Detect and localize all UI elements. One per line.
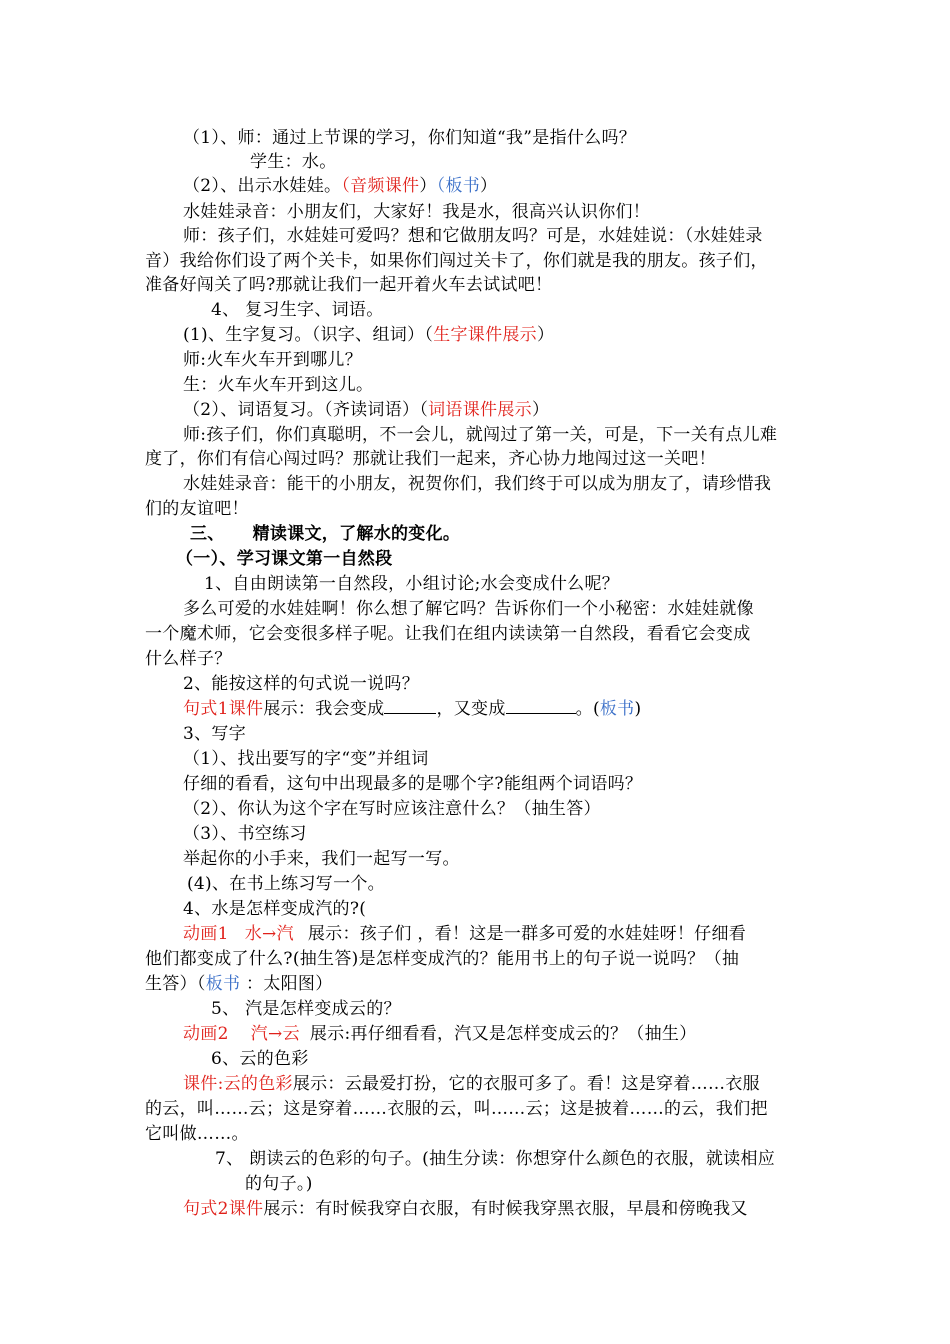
line-9: (1)、生字复习。（识字、组词）（生字课件展示） [183,325,555,345]
line-21: 一个魔术师，它会变很多样子呢。让我们在组内读读第一自然段，看看它会变成 [145,624,751,644]
line-22: 什么样子？ [145,649,232,669]
line-42: 7、 朗读云的色彩的句子。(抽生分读：你想穿什么颜色的衣服，就读相应 [215,1149,776,1169]
line-43: 的句子。) [245,1174,313,1194]
line-24: 句式1课件展示：我会变成 ，又变成 。(板书) [183,699,642,719]
line-16: 们的友谊吧！ [145,499,249,519]
line-37: 动画2 汽→云 展示:再仔细看看，汽又是怎样变成云的？（抽生） [183,1024,697,1044]
line-15: 水娃娃录音：能干的小朋友，祝贺你们，我们终于可以成为朋友了，请珍惜我 [183,474,772,494]
line-25: 3、写字 [183,724,247,744]
line-31: (4)、在书上练习写一个。 [187,874,385,894]
line-8: 4、 复习生字、词语。 [211,300,384,320]
line-20: 多么可爱的水娃娃啊！你么想了解它吗？告诉你们一个小秘密：水娃娃就像 [183,599,754,619]
line-34: 他们都变成了什么?(抽生答)是怎样变成汽的？能用书上的句子说一说吗？（抽 [145,949,740,969]
line-41: 它叫做……。 [145,1124,249,1144]
line-14: 度了，你们有信心闯过吗？那就让我们一起来，齐心协力地闯过这一关吧！ [145,449,716,469]
subsection-heading-1: （一）、学习课文第一自然段 [176,549,393,569]
line-26: （1）、找出要写的字“变”并组词 [183,749,429,769]
line-44: 句式2课件展示：有时候我穿白衣服，有时候我穿黑衣服，早晨和傍晚我又 [183,1199,748,1219]
line-36: 5、 汽是怎样变成云的？ [211,999,401,1019]
line-28: （2）、你认为这个字在写时应该注意什么？（抽生答） [183,799,601,819]
line-10: 师:火车火车开到哪儿？ [183,350,363,370]
line-12: （2）、词语复习。（齐读词语）（词语课件展示） [183,400,550,420]
line-35: 生答）（板书 ：太阳图） [145,974,333,994]
line-39: 课件:云的色彩展示：云最爱打扮，它的衣服可多了。看！这是穿着……衣服 [183,1074,760,1094]
fill-blank-1 [384,697,436,714]
line-29: （3）、书空练习 [183,824,307,844]
line-5: 师：孩子们，水娃娃可爱吗？想和它做朋友吗？可是，水娃娃说：（水娃娃录 [183,226,763,246]
line-7: 准备好闯关了吗?那就让我们一起开着火车去试试吧！ [145,275,553,295]
line-40: 的云，叫……云；这是穿着……衣服的云，叫……云；这是披着……的云，我们把 [145,1099,768,1119]
line-23: 2、能按这样的句式说一说吗？ [183,674,420,694]
line-38: 6、云的色彩 [211,1049,309,1069]
line-27: 仔细的看看，这句中出现最多的是哪个字?能组两个词语吗？ [183,774,643,794]
line-6: 音）我给你们设了两个关卡，如果你们闯过关卡了，你们就是我的朋友。孩子们， [145,251,768,271]
line-30: 举起你的小手来，我们一起写一写。 [183,849,460,869]
line-13: 师:孩子们，你们真聪明，不一会儿，就闯过了第一关，可是，下一关有点儿难 [183,425,778,445]
line-2: 学生：水。 [250,152,337,172]
line-33: 动画1 水→汽 展示：孩子们 ，看！这是一群多可爱的水娃娃呀！仔细看 [183,924,747,944]
line-32: 4、水是怎样变成汽的?( [183,899,367,919]
line-1: （1）、师：通过上节课的学习，你们知道“我”是指什么吗？ [183,128,637,148]
line-4: 水娃娃录音：小朋友们，大家好！我是水，很高兴认识你们！ [183,202,651,222]
fill-blank-2 [506,697,576,714]
section-heading-3: 三、 精读课文，了解水的变化。 [190,524,461,544]
line-11: 生：火车火车开到这儿。 [183,375,374,395]
line-19: 1、自由朗读第一自然段，小组讨论;水会变成什么呢？ [204,574,620,594]
line-3: （2）、出示水娃娃。（音频课件）（板书） [183,176,498,196]
